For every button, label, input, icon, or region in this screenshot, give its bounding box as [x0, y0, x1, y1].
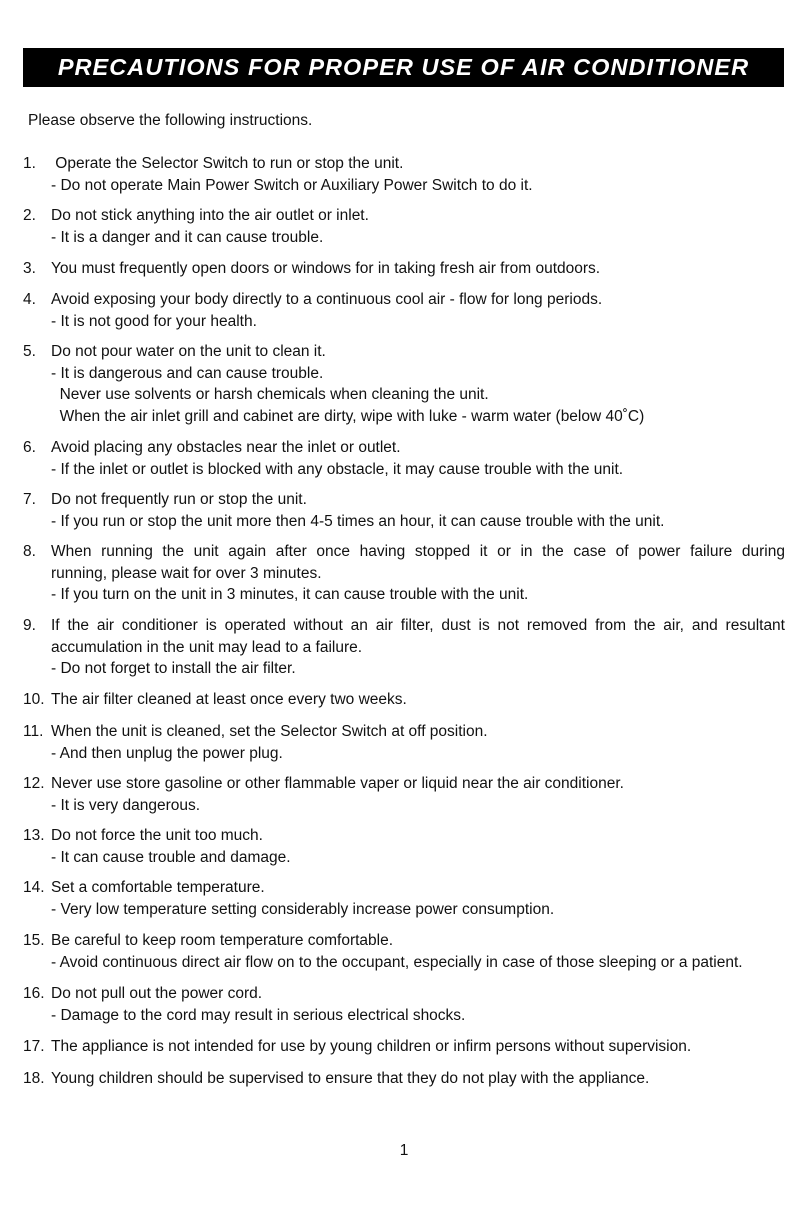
list-item-line: When the unit is cleaned, set the Selector Switch at off position. [51, 723, 488, 740]
list-item-line: Young children should be supervised to ensure that they do not play with the appliance. [51, 1070, 650, 1087]
list-item [23, 877, 785, 920]
list-item [23, 289, 785, 332]
list-item-line: accumulation in the unit may lead to a failure. [51, 638, 363, 656]
list-item-body [51, 541, 785, 606]
list-item-line: Avoid placing any obstacles near the inlet or outlet. [51, 439, 401, 456]
list-item-number: 12. [23, 775, 45, 792]
list-item-body [51, 877, 785, 920]
list-item-line: Set a comfortable temperature. [51, 879, 265, 896]
list-item-number: 10. [23, 691, 45, 708]
list-item-body [51, 289, 785, 332]
list-item-number: 5. [23, 343, 36, 360]
list-item-number: 18. [23, 1070, 45, 1087]
list-item-number: 17. [23, 1038, 45, 1055]
list-item-number: 2. [23, 207, 36, 224]
list-item-number: 6. [23, 439, 36, 456]
list-item-line: Operate the Selector Switch to run or stop the unit. [51, 155, 404, 172]
list-item-line: running, please wait for over 3 minutes. [51, 564, 322, 582]
list-item [23, 1068, 785, 1090]
list-item-line: The air filter cleaned at least once every two weeks. [51, 691, 407, 708]
list-item-line: Be careful to keep room temperature comfortable. [51, 932, 394, 949]
list-item [23, 541, 785, 606]
list-item-body [51, 689, 785, 711]
list-item-line: Do not pour water on the unit to clean it. [51, 343, 326, 360]
list-item [23, 153, 785, 196]
list-item-number: 15. [23, 932, 45, 949]
list-item-line: - Very low temperature setting considerably increase power consumption. [51, 900, 555, 918]
list-item-body [51, 341, 785, 427]
list-item [23, 930, 785, 973]
intro-text: Please observe the following instructions. [28, 112, 313, 129]
list-item-number: 16. [23, 985, 45, 1002]
list-item-line: - If you turn on the unit in 3 minutes, it can cause trouble with the unit. [51, 586, 529, 603]
list-item-line: Avoid exposing your body directly to a continuous cool air - flow for long periods. [51, 291, 603, 308]
list-item-number: 14. [23, 879, 45, 896]
list-item [23, 437, 785, 480]
list-item-body [51, 258, 785, 280]
title-banner [23, 48, 784, 87]
list-item-line: - It is not good for your health. [51, 312, 257, 330]
list-item-line: The appliance is not intended for use by young children or infirm persons without supervision. [51, 1038, 692, 1055]
list-item-number: 7. [23, 491, 36, 508]
list-item-number: 3. [23, 260, 36, 277]
list-item-line: - Do not operate Main Power Switch or Auxiliary Power Switch to do it. [51, 176, 533, 194]
list-item [23, 773, 785, 816]
list-item-body [51, 437, 785, 480]
page-number: 1 [399, 1142, 409, 1159]
list-item-number: 9. [23, 617, 36, 634]
list-item-line: - Do not forget to install the air filter. [51, 660, 296, 677]
list-item-line: - If the inlet or outlet is blocked with any obstacle, it may cause trouble with the unit. [51, 460, 624, 478]
list-item-line: - It is very dangerous. [51, 796, 201, 814]
list-item [23, 983, 785, 1026]
list-item [23, 341, 785, 427]
list-item-body [51, 930, 785, 973]
list-item-line: - If you run or stop the unit more then 4-5 times an hour, it can cause trouble with the unit. [51, 512, 665, 530]
list-item-body [51, 1068, 785, 1090]
list-item-line: Never use solvents or harsh chemicals when cleaning the unit. [51, 386, 489, 403]
list-item-line: - Damage to the cord may result in serious electrical shocks. [51, 1006, 466, 1024]
list-item-line: When running the unit again after once having stopped it or in the case of power failure during [51, 543, 785, 560]
list-item-line: Do not frequently run or stop the unit. [51, 491, 307, 508]
list-item-line: - It is a danger and it can cause trouble. [51, 228, 324, 246]
list-item-line: Do not pull out the power cord. [51, 985, 263, 1002]
list-item-line: - Avoid continuous direct air flow on to the occupant, especially in case of those sleeping or a patient. [51, 953, 743, 971]
list-item-number: 13. [23, 827, 45, 844]
list-item-body [51, 489, 785, 532]
page-title: PRECAUTIONS FOR PROPER USE OF AIR CONDITIONER [57, 54, 750, 80]
list-item [23, 258, 785, 280]
list-item-line: - And then unplug the power plug. [51, 744, 283, 762]
list-item-line: You must frequently open doors or windows for in taking fresh air from outdoors. [51, 260, 601, 277]
list-item [23, 689, 785, 711]
list-item-body [51, 825, 785, 868]
list-item-number: 11. [23, 723, 44, 740]
list-item [23, 1036, 785, 1058]
list-item-body [51, 205, 785, 248]
list-item-body [51, 153, 785, 196]
list-item-body [51, 983, 785, 1026]
list-item-body [51, 721, 785, 764]
list-item-body [51, 773, 785, 816]
list-item [23, 825, 785, 868]
list-item-line: Never use store gasoline or other flammable vaper or liquid near the air conditioner. [51, 775, 624, 792]
list-item-line: - It can cause trouble and damage. [51, 848, 291, 866]
list-item-line: If the air conditioner is operated without an air filter, dust is not removed from the air, and resultant [51, 617, 785, 634]
list-item-line: When the air inlet grill and cabinet are dirty, wipe with luke - warm water (below 40˚C) [51, 407, 645, 425]
list-item [23, 615, 785, 680]
list-item [23, 205, 785, 248]
list-item [23, 721, 785, 764]
list-item-body [51, 1036, 785, 1058]
list-item-number: 8. [23, 543, 36, 560]
list-item-line: - It is dangerous and can cause trouble. [51, 364, 324, 382]
list-item-line: Do not force the unit too much. [51, 827, 263, 844]
list-item-number: 1. [23, 155, 36, 172]
list-item-body [51, 615, 785, 680]
list-item-line: Do not stick anything into the air outlet or inlet. [51, 207, 369, 224]
list-item-number: 4. [23, 291, 36, 308]
list-item [23, 489, 785, 532]
